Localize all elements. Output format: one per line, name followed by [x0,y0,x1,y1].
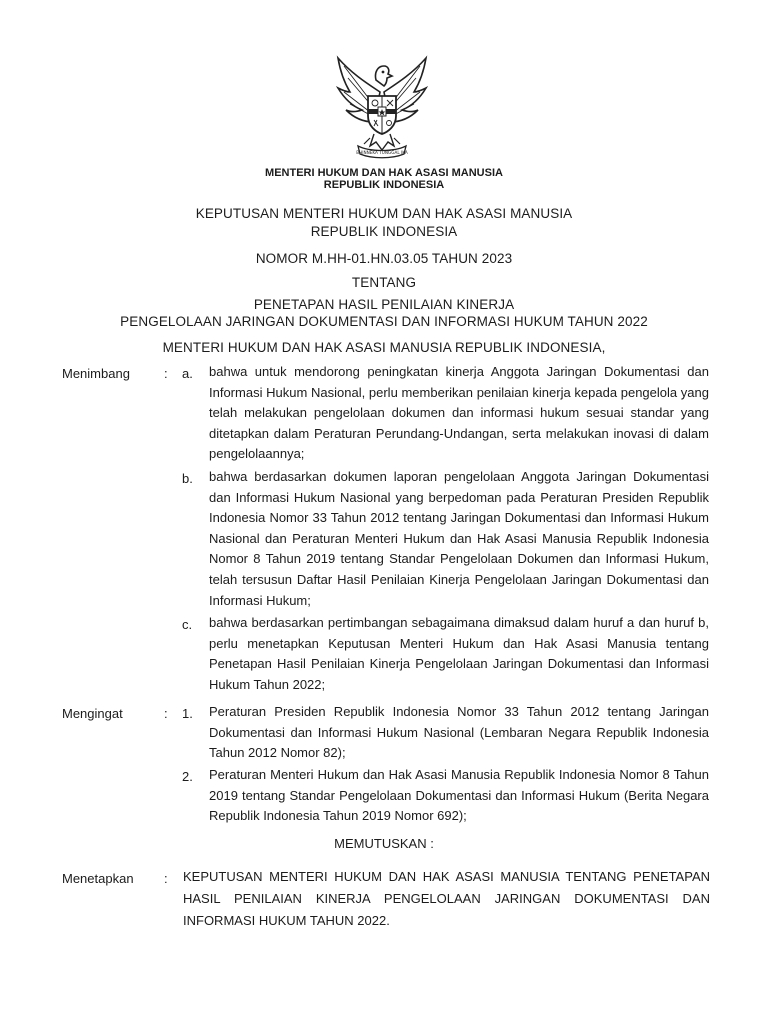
menetapkan-text: KEPUTUSAN MENTERI HUKUM DAN HAK ASASI MANUSIA TENTANG PENETAPAN HASIL PENILAIAN KINERJA PENGELOLAAN JARINGAN DOKUMENTASI DAN INFORMASI HUKUM TAHUN 2022. [183,869,710,928]
decree-authority: MENTERI HUKUM DAN HAK ASASI MANUSIA REPUBLIK INDONESIA, [162,340,606,355]
menimbang-colon: : [164,366,168,381]
decree-number: NOMOR M.HH-01.HN.03.05 TAHUN 2023 [255,251,513,266]
mengingat-marker-2: 2. [182,769,193,784]
decree-about: TENTANG [351,275,417,290]
menimbang-item-a: bahwa untuk mendorong peningkatan kinerja Anggota Jaringan Dokumentasi dan Informasi Hukum Nasional, perlu memberikan penilaian kinerja kepada pengelola yang telah melakukan pengelolaan dokumen dan informasi hukum sesuai standar yang ditetapkan dalam Peraturan Perundang-Undangan, serta melakukan inovasi di dalam pengelolaannya; [209,364,709,462]
decree-title-country: REPUBLIK INDONESIA [310,224,458,239]
menimbang-marker-c: c. [182,617,193,632]
mengingat-item-2: Peraturan Menteri Hukum dan Hak Asasi Manusia Republik Indonesia Nomor 8 Tahun 2019 tentang Standar Pengelolaan Dokumentasi dan Informasi Hukum (Berita Negara Republik Indonesia Tahun 2019 Nomor 692); [209,767,709,824]
memutuskan-heading: MEMUTUSKAN : [334,836,434,851]
menimbang-item-b: bahwa berdasarkan dokumen laporan pengelolaan Anggota Jaringan Dokumentasi dan Informasi Hukum Nasional yang berpedoman pada Peraturan Presiden Republik Indonesia Nomor 33 Tahun 2012 tentang Jaringan Dokumentasi dan Informasi Hukum Nasional dan Peraturan Menteri Hukum dan Hak Asasi Manusia Republik Indonesia Nomor 8 Tahun 2019 tentang Standar Pengelolaan Dokumen dan Informasi Hukum, telah tersusun Daftar Hasil Penilaian Kinerja Pengelolaan Jaringan Dokumentasi dan Informasi Hukum; [209,469,709,608]
mengingat-colon: : [164,706,168,721]
svg-text:BHINNEKA TUNGGAL IKA: BHINNEKA TUNGGAL IKA [356,150,408,155]
menimbang-marker-a: a. [182,366,193,381]
menetapkan-colon: : [164,871,168,886]
ministry-name: MENTERI HUKUM DAN HAK ASASI MANUSIA [265,167,503,179]
decree-title: KEPUTUSAN MENTERI HUKUM DAN HAK ASASI MANUSIA [195,206,573,221]
menimbang-item-c: bahwa berdasarkan pertimbangan sebagaimana dimaksud dalam huruf a dan huruf b, perlu menetapkan Keputusan Menteri Hukum dan Hak Asasi Manusia tentang Penetapan Hasil Penilaian Kinerja Pengelolaan Jaringan Dokumentasi dan Informasi Hukum Tahun 2022; [209,615,709,692]
menetapkan-label: Menetapkan [62,871,134,886]
decree-subject-line2: PENGELOLAAN JARINGAN DOKUMENTASI DAN INFORMASI HUKUM TAHUN 2022 [120,314,648,329]
mengingat-item-1: Peraturan Presiden Republik Indonesia Nomor 33 Tahun 2012 tentang Jaringan Dokumentasi dan Informasi Hukum Nasional (Lembaran Negara Republik Indonesia Tahun 2012 Nomor 82); [209,704,709,761]
menimbang-label: Menimbang [62,366,130,381]
mengingat-marker-1: 1. [182,706,193,721]
menimbang-marker-b: b. [182,471,193,486]
decree-subject-line1: PENETAPAN HASIL PENILAIAN KINERJA [253,297,515,312]
mengingat-label: Mengingat [62,706,123,721]
garuda-pancasila-emblem-icon [330,52,434,164]
ministry-country: REPUBLIK INDONESIA [323,179,445,191]
